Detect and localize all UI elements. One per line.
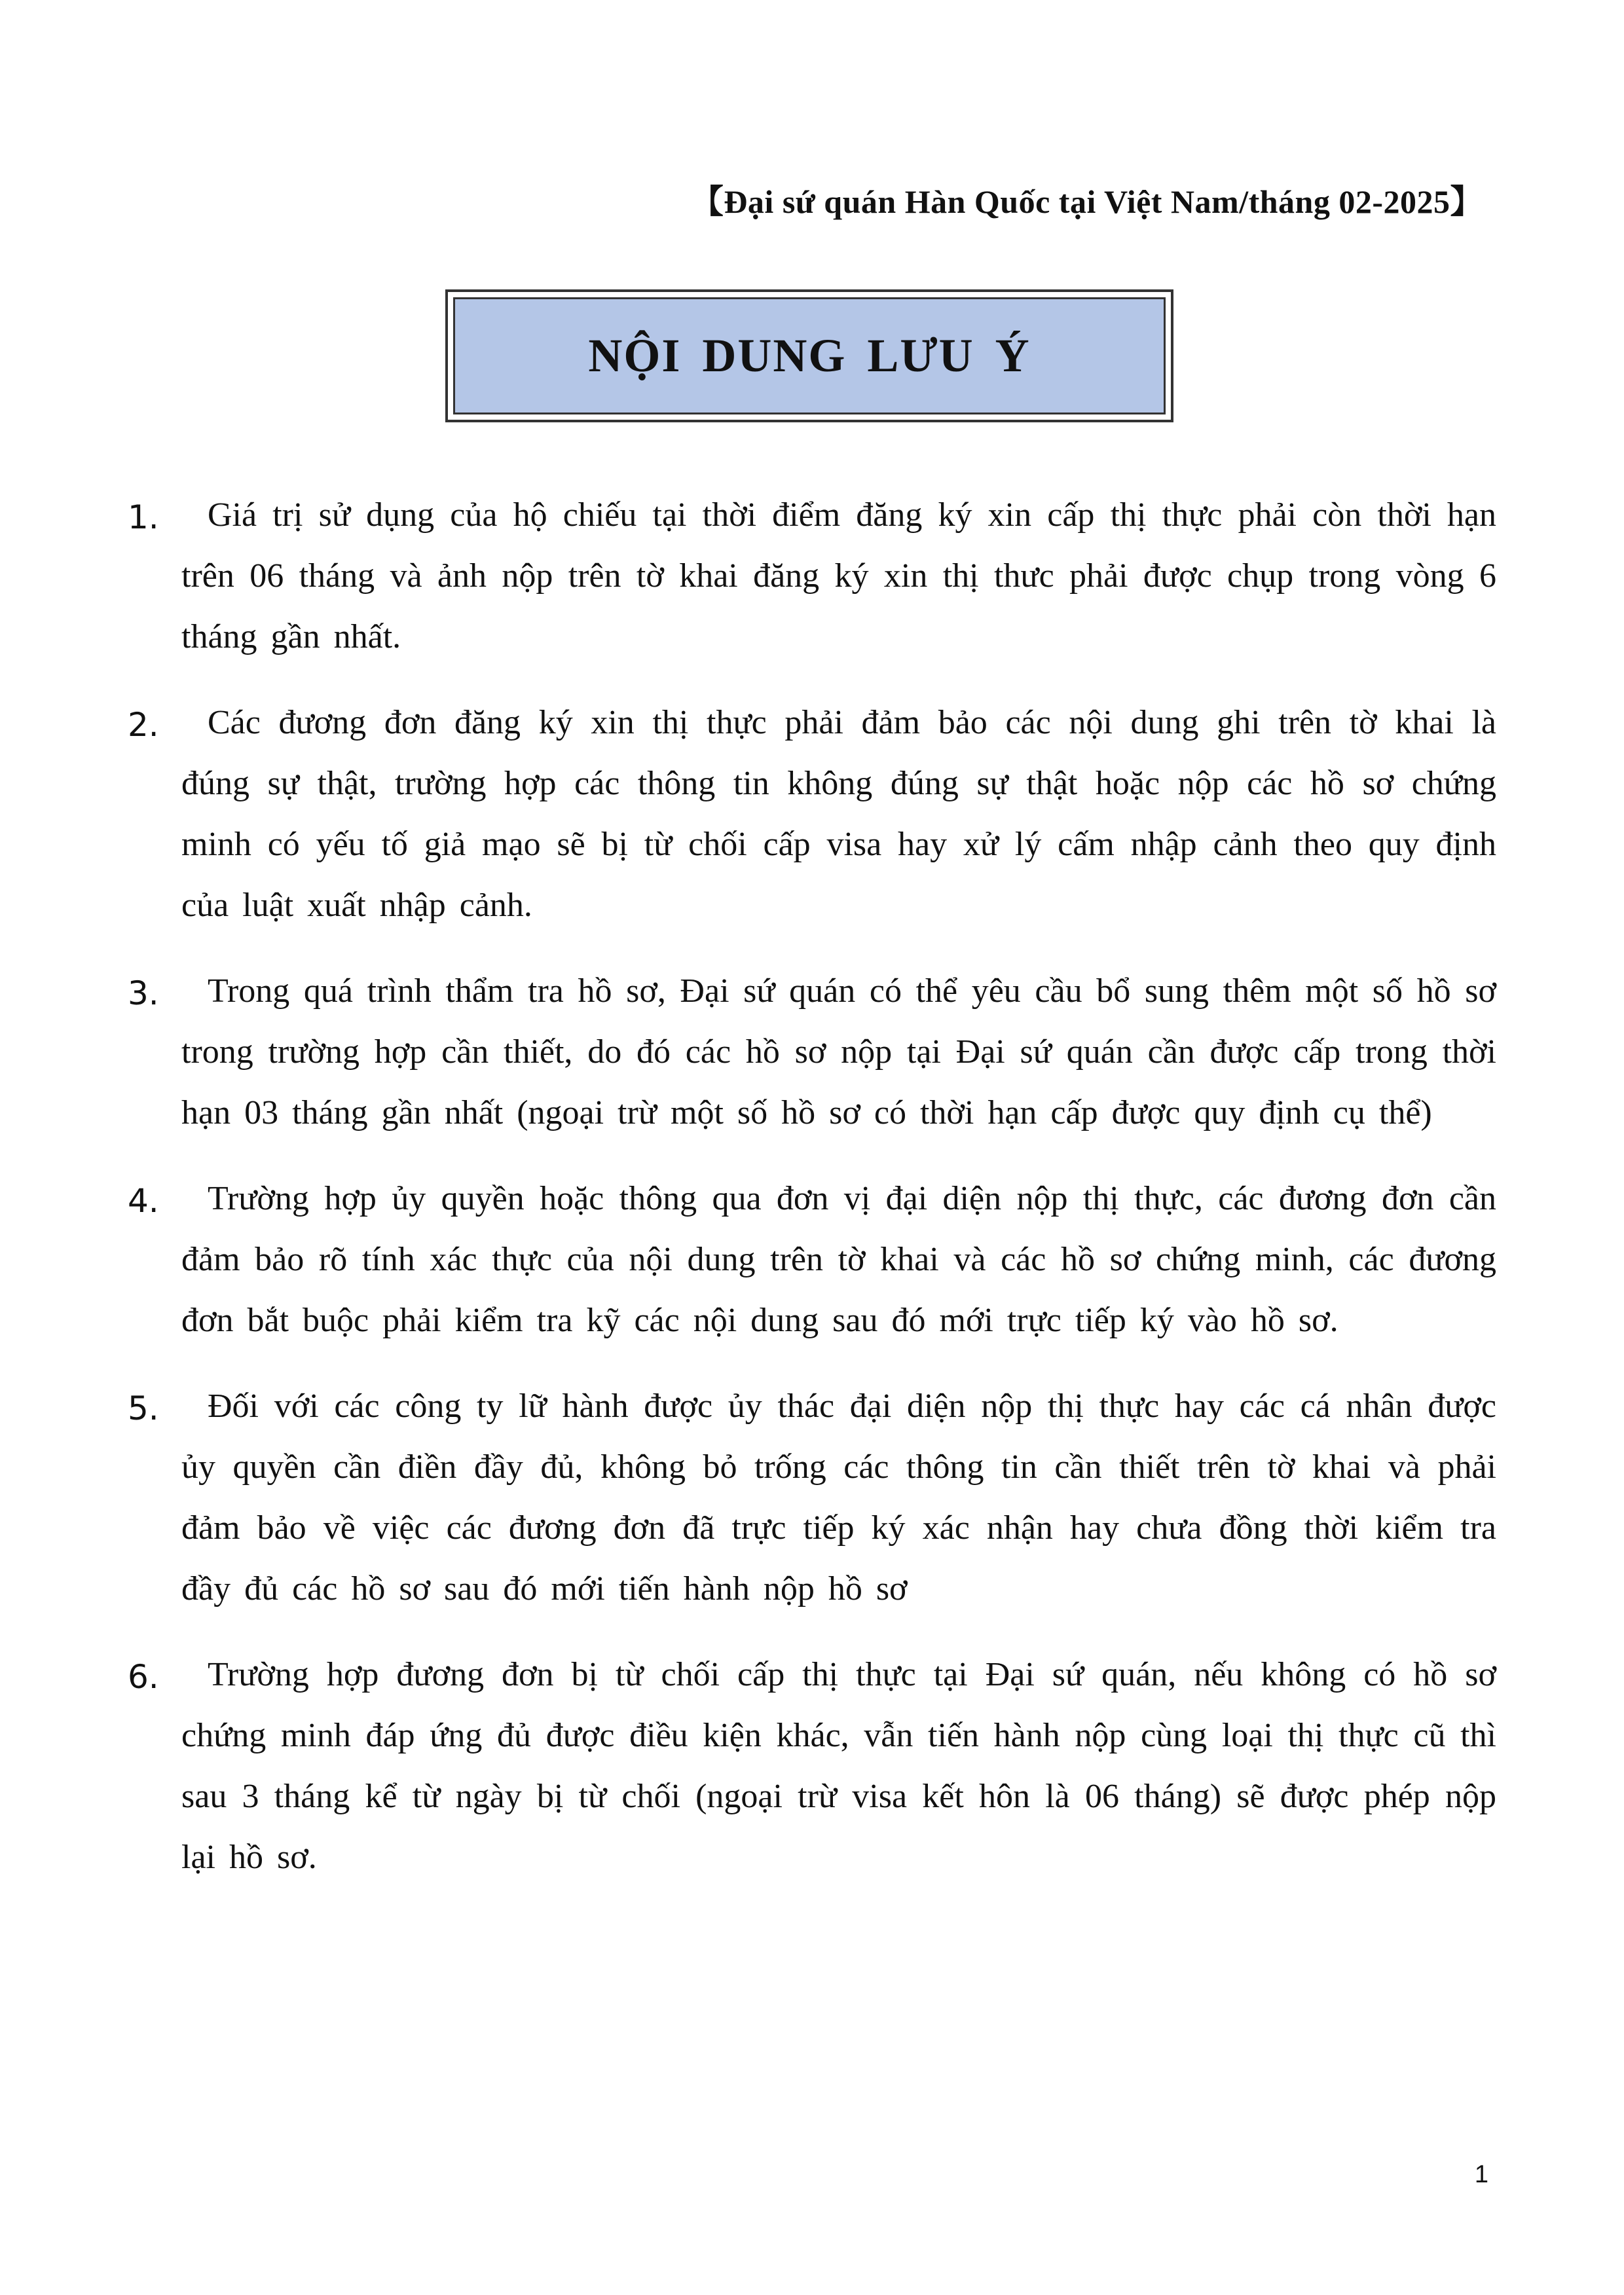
- list-item-number: 3.: [128, 974, 159, 1012]
- list-item-number: 5.: [128, 1389, 159, 1427]
- title-box-inner: [453, 297, 1166, 414]
- list-item: [128, 692, 1496, 936]
- list-item: [128, 1644, 1496, 1888]
- list-item-text: Trường hợp ủy quyền hoặc thông qua đơn vị đại diện nộp thị thực, các đương đơn cần đảm bảo rõ tính xác thực của nội dung trên tờ khai và các hồ sơ chứng minh, các đương đơn bắt buộc phải kiểm tra kỹ các nội dung sau đó mới trực tiếp ký vào hồ sơ.: [181, 1180, 1496, 1339]
- list-item-number: 6.: [128, 1658, 159, 1696]
- notes-list: [128, 485, 1496, 1913]
- page-number: 1: [1474, 2161, 1488, 2188]
- list-item-text: Các đương đơn đăng ký xin thị thực phải đảm bảo các nội dung ghi trên tờ khai là đúng sự thật, trường hợp các thông tin không đúng sự thật hoặc nộp các hồ sơ chứng minh có yếu tố giả mạo sẽ bị từ chối cấp visa hay xử lý cấm nhập cảnh theo quy định của luật xuất nhập cảnh.: [181, 704, 1496, 924]
- list-item-text: Trong quá trình thẩm tra hồ sơ, Đại sứ quán có thể yêu cầu bổ sung thêm một số hồ sơ trong trường hợp cần thiết, do đó các hồ sơ nộp tại Đại sứ quán cần được cấp trong thời hạn 03 tháng gần nhất (ngoại trừ một số hồ sơ có thời hạn cấp được quy định cụ thể): [181, 972, 1496, 1131]
- page-title: NỘI DUNG LƯU Ý: [588, 329, 1031, 382]
- document-header: 【Đại sứ quán Hàn Quốc tại Việt Nam/tháng 02-2025】: [690, 183, 1483, 220]
- list-item-number: 4.: [128, 1182, 159, 1220]
- list-item-text: Trường hợp đương đơn bị từ chối cấp thị thực tại Đại sứ quán, nếu không có hồ sơ chứng minh đáp ứng đủ được điều kiện khác, vẫn tiến hành nộp cùng loại thị thực cũ thì sau 3 tháng kể từ ngày bị từ chối (ngoại trừ visa kết hôn là 06 tháng) sẽ được phép nộp lại hồ sơ.: [181, 1656, 1496, 1876]
- list-item: [128, 1168, 1496, 1351]
- list-item-number: 2.: [128, 706, 159, 744]
- list-item: [128, 485, 1496, 667]
- list-item-text: Giá trị sử dụng của hộ chiếu tại thời điểm đăng ký xin cấp thị thực phải còn thời hạn trên 06 tháng và ảnh nộp trên tờ khai đăng ký xin thị thưc phải được chụp trong vòng 6 tháng gần nhất.: [181, 496, 1496, 655]
- list-item: [128, 1376, 1496, 1619]
- list-item: [128, 961, 1496, 1143]
- list-item-number: 1.: [128, 498, 159, 536]
- title-box: [445, 289, 1173, 422]
- list-item-text: Đối với các công ty lữ hành được ủy thác đại diện nộp thị thực hay các cá nhân được ủy quyền cần điền đầy đủ, không bỏ trống các thông tin cần thiết trên tờ khai và phải đảm bảo về việc các đương đơn đã trực tiếp ký xác nhận hay chưa đồng thời kiểm tra đầy đủ các hồ sơ sau đó mới tiến hành nộp hồ sơ: [181, 1387, 1496, 1607]
